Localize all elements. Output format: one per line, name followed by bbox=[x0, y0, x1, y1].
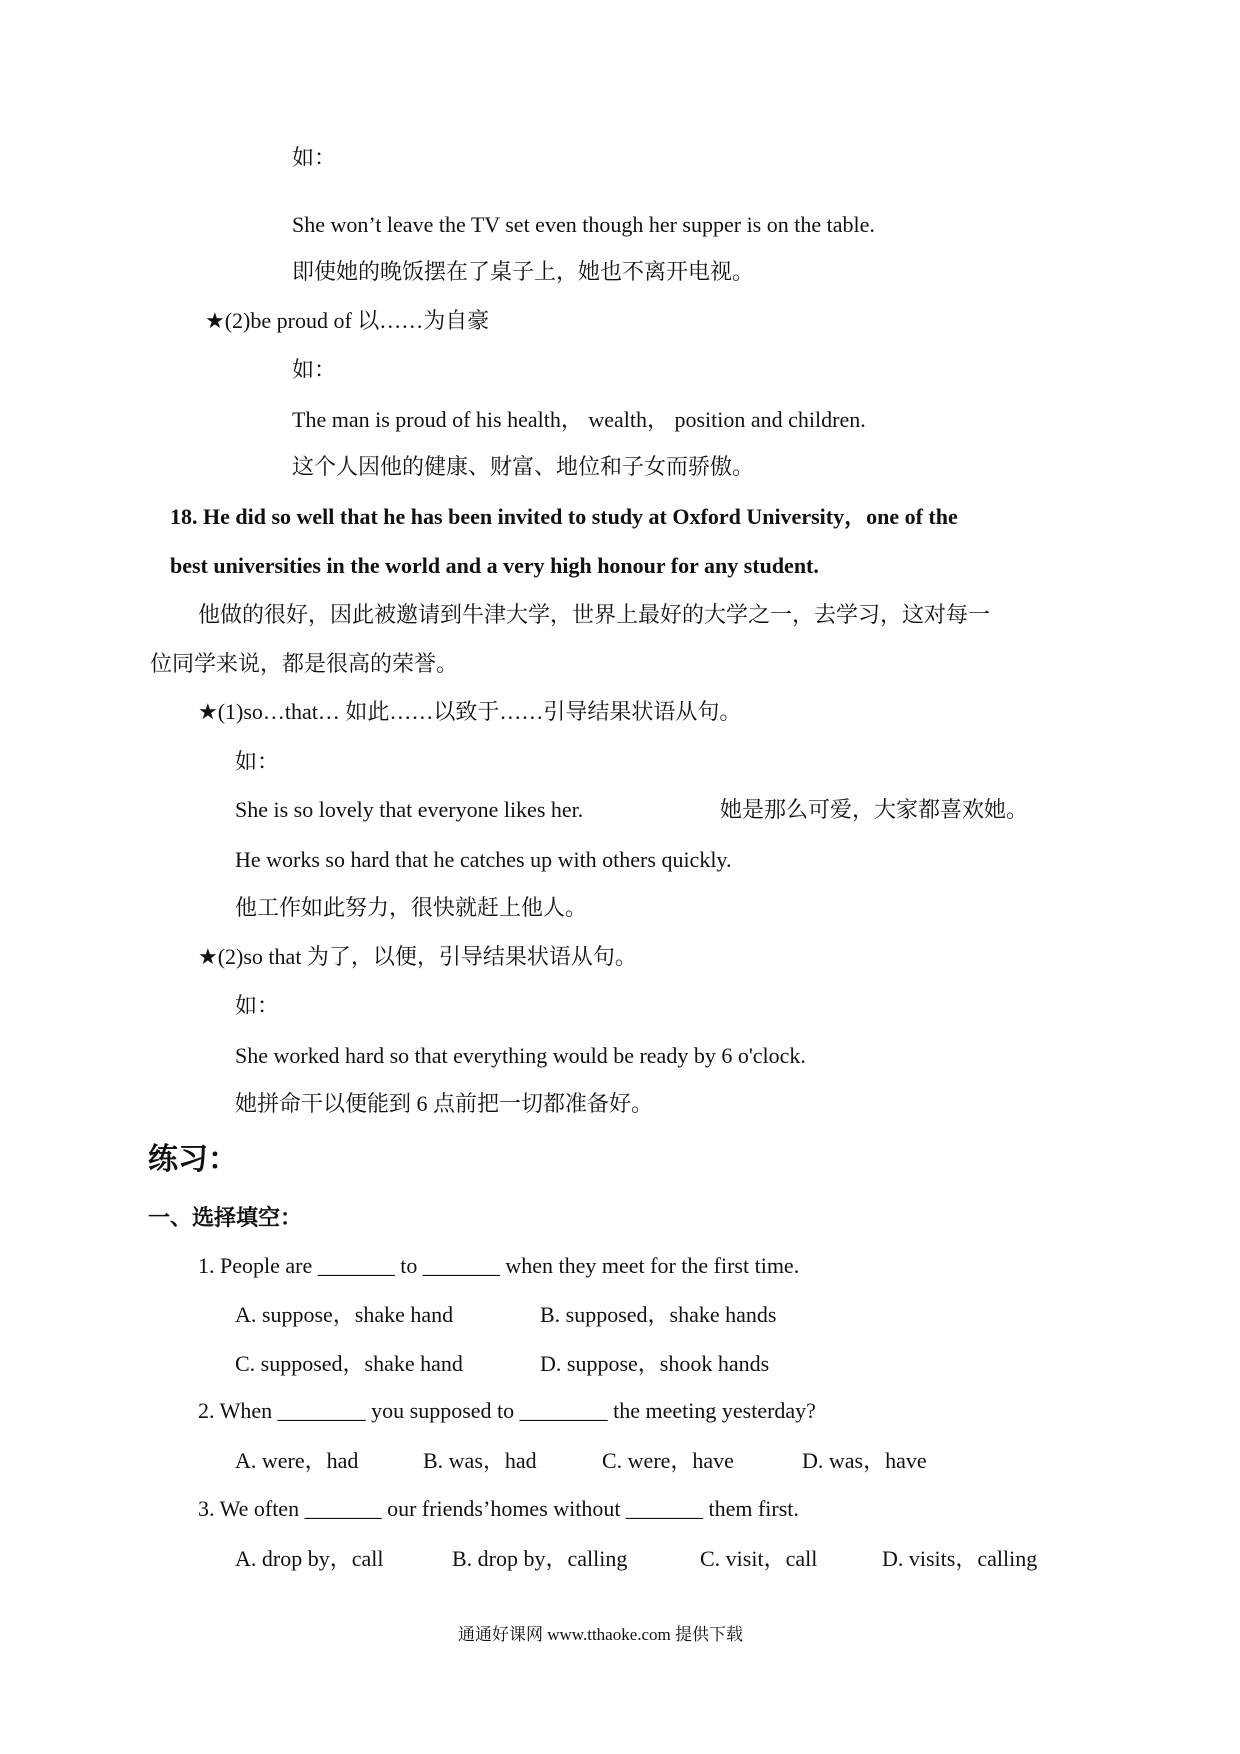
question-2-stem: 2. When ________ you supposed to ________ the meeting yesterday? bbox=[198, 1398, 816, 1423]
key-sentence-line-2: best universities in the world and a very high honour for any student. bbox=[170, 553, 819, 578]
example-label: 如： bbox=[235, 993, 280, 1018]
example-label: 如： bbox=[292, 357, 337, 382]
question-1-option-c: C. supposed，shake hand bbox=[235, 1351, 463, 1376]
example-sentence-zh: 她是那么可爱，大家都喜欢她。 bbox=[720, 797, 1029, 822]
question-3-option-d: D. visits，calling bbox=[882, 1546, 1038, 1571]
example-sentence-en: She is so lovely that everyone likes her. bbox=[235, 797, 584, 822]
grammar-point-so-that-clause: ★(1)so…that… 如此……以致于……引导结果状语从句。 bbox=[198, 699, 742, 724]
question-1-option-b: B. supposed，shake hands bbox=[540, 1302, 777, 1327]
example-label: 如： bbox=[235, 749, 280, 774]
example-sentence-en: She won’t leave the TV set even though her supper is on the table. bbox=[292, 212, 875, 237]
page-footer: 通通好课网 www.tthaoke.com 提供下载 bbox=[458, 1625, 744, 1644]
translation-line-2: 位同学来说，都是很高的荣誉。 bbox=[150, 651, 459, 676]
question-1-stem: 1. People are _______ to _______ when they meet for the first time. bbox=[198, 1253, 800, 1278]
part-title-multiple-choice: 一、选择填空： bbox=[148, 1205, 303, 1230]
question-2-option-c: C. were，have bbox=[602, 1448, 734, 1473]
question-1-option-a: A. suppose，shake hand bbox=[235, 1302, 454, 1327]
example-label: 如： bbox=[292, 145, 337, 170]
question-2-option-d: D. was，have bbox=[802, 1448, 927, 1473]
example-sentence-zh: 她拼命干以便能到 6 点前把一切都准备好。 bbox=[235, 1091, 654, 1116]
question-3-option-c: C. visit，call bbox=[700, 1546, 818, 1571]
question-2-option-a: A. were，had bbox=[235, 1448, 359, 1473]
grammar-point-so-that: ★(2)so that 为了，以便，引导结果状语从句。 bbox=[198, 944, 637, 969]
question-3-option-b: B. drop by，calling bbox=[452, 1546, 628, 1571]
example-sentence-en: He works so hard that he catches up with others quickly. bbox=[235, 847, 732, 872]
exercises-heading: 练习： bbox=[148, 1143, 238, 1176]
translation-line-1: 他做的很好，因此被邀请到牛津大学，世界上最好的大学之一，去学习，这对每一 bbox=[198, 602, 991, 627]
question-1-option-d: D. suppose，shook hands bbox=[540, 1351, 770, 1376]
example-sentence-en: She worked hard so that everything would be ready by 6 o'clock. bbox=[235, 1043, 806, 1068]
question-3-stem: 3. We often _______ our friends’homes without _______ them first. bbox=[198, 1496, 799, 1521]
grammar-point-be-proud-of: ★(2)be proud of 以……为自豪 bbox=[205, 308, 490, 333]
example-sentence-en: The man is proud of his health， wealth， position and children. bbox=[292, 407, 866, 432]
question-2-option-b: B. was，had bbox=[423, 1448, 537, 1473]
question-3-option-a: A. drop by，call bbox=[235, 1546, 384, 1571]
example-sentence-zh: 这个人因他的健康、财富、地位和子女而骄傲。 bbox=[292, 454, 755, 479]
example-sentence-zh: 即使她的晚饭摆在了桌子上，她也不离开电视。 bbox=[292, 259, 755, 284]
example-sentence-zh: 他工作如此努力，很快就赶上他人。 bbox=[235, 895, 588, 920]
key-sentence-line-1: 18. He did so well that he has been invited to study at Oxford University，one of the bbox=[170, 504, 958, 529]
